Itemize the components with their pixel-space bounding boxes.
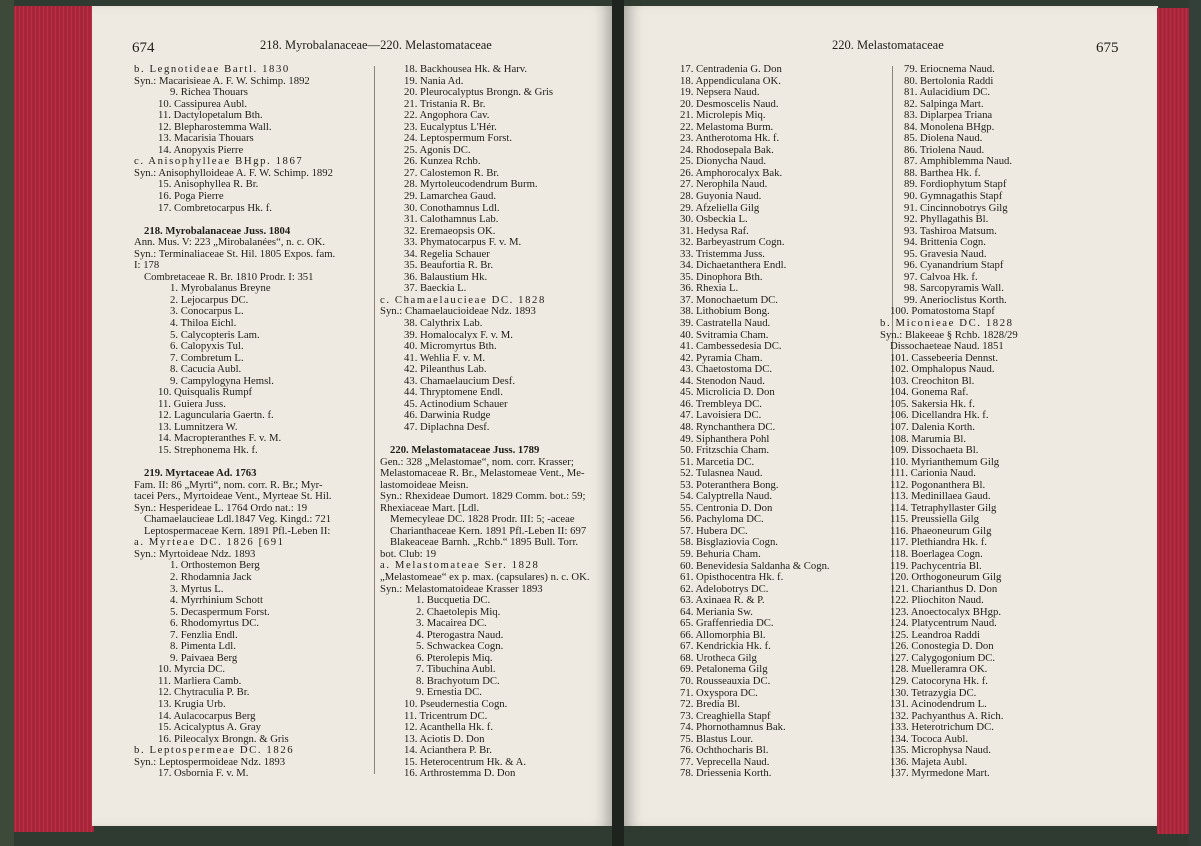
text-line: 113. Medinillaea Gaud. — [890, 490, 991, 503]
text-line: I: 178 — [134, 259, 160, 272]
genus-entry: 72. Bredia Bl. — [680, 698, 740, 711]
text-line: 116. Phaeoneurum Gilg — [890, 524, 992, 537]
text-line: 8. Cacucia Aubl. — [170, 363, 242, 376]
genus-entry: 55. Centronia D. Don — [680, 501, 773, 514]
right-column-2 — [880, 64, 1142, 780]
text-line: 103. Creochiton Bl. — [890, 374, 975, 387]
text-line: 87. Amphiblemma Naud. — [904, 155, 1013, 168]
genus-entry: 67. Kendrickia Hk. f. — [680, 640, 771, 653]
text-line: „Melastomeae“ ex p. max. (capsulares) n. c. OK. — [380, 571, 590, 584]
text-line: 14. Acianthera P. Br. — [404, 744, 492, 757]
text-line: Memecyleae DC. 1828 Prodr. III: 5; -aceae — [390, 513, 575, 526]
genus-entry: 38. Lithobium Bong. — [680, 305, 770, 318]
genus-entry: 30. Osbeckia L. — [680, 213, 748, 226]
text-line: 83. Diplarpea Triana — [904, 109, 993, 122]
text-line: 97. Calvoa Hk. f. — [904, 270, 978, 283]
text-line: 14. Aulacocarpus Berg — [158, 709, 256, 722]
genus-entry: 63. Axinaea R. & P. — [680, 594, 765, 607]
genus-entry: 77. Veprecella Naud. — [680, 755, 770, 768]
genus-entry: 65. Graffenriedia DC. — [680, 617, 774, 630]
text-line: Gen.: 328 „Melastomae“, nom. corr. Krasser; — [380, 455, 574, 468]
text-line: 42. Pileanthus Lab. — [404, 363, 487, 376]
text-line: 9. Ernestia DC. — [416, 686, 482, 699]
genus-entry: 47. Lavoisiera DC. — [680, 409, 762, 422]
spacer — [134, 214, 372, 226]
genus-entry: 52. Tulasnea Naud. — [680, 467, 763, 480]
text-line: 95. Gravesia Naud. — [904, 247, 987, 260]
genus-entry: 58. Bisglaziovia Cogn. — [680, 536, 778, 549]
text-line: 3. Myrtus L. — [170, 582, 224, 595]
text-line: 133. Heterotrichum DC. — [890, 721, 994, 734]
genus-entry: 54. Calyptrella Naud. — [680, 490, 773, 503]
genus-entry: 45. Microlicia D. Don — [680, 386, 775, 399]
text-line: 13. Macarisia Thouars — [158, 132, 254, 145]
genus-entry: 53. Poteranthera Bong. — [680, 478, 779, 491]
text-line: 15. Heterocentrum Hk. & A. — [404, 755, 526, 768]
text-line: 33. Phymatocarpus F. v. M. — [404, 236, 522, 249]
genus-entry: 59. Behuria Cham. — [680, 547, 761, 560]
text-line: 81. Aulacidium DC. — [904, 86, 991, 99]
genus-entry: 46. Trembleya DC. — [680, 397, 762, 410]
text-line: 34. Regelia Schauer — [404, 247, 490, 260]
text-line: 11. Marliera Camb. — [158, 674, 242, 687]
genus-entry: 27. Nerophila Naud. — [680, 178, 768, 191]
genus-entry: 69. Petalonema Gilg — [680, 663, 768, 676]
right-column-1 — [670, 64, 894, 780]
genus-entry: 28. Guyonia Naud. — [680, 190, 762, 203]
text-line: 111. Carionia Naud. — [890, 467, 976, 480]
genus-entry: 51. Marcetia DC. — [680, 455, 755, 468]
page-number: 674 — [132, 40, 155, 56]
text-line: 126. Conostegia D. Don — [890, 640, 994, 653]
text-line: 14. Anopyxis Pierre — [158, 143, 244, 156]
text-line: 12. Blepharostemma Wall. — [158, 120, 272, 133]
text-line: 38. Calythrix Lab. — [404, 317, 483, 330]
genus-entry: 42. Pyramia Cham. — [680, 351, 763, 364]
text-line: 10. Pseudernestia Cogn. — [404, 698, 508, 711]
genus-entry: 21. Microlepis Miq. — [680, 109, 766, 122]
text-line: 3. Macairea DC. — [416, 617, 487, 630]
genus-entry: 71. Oxyspora DC. — [680, 686, 758, 699]
text-line: 8. Brachyotum DC. — [416, 674, 500, 687]
tribe-heading: a. Melastomateae Ser. 1828 — [380, 559, 540, 572]
text-line: 20. Pleurocalyptus Brongn. & Gris — [404, 86, 554, 99]
book-spine-left — [0, 0, 14, 846]
genus-entry: 19. Nepsera Naud. — [680, 86, 760, 99]
genus-entry: 20. Desmoscelis Naud. — [680, 97, 779, 110]
genus-entry: 57. Hubera DC. — [680, 524, 748, 537]
book-gutter — [612, 0, 624, 846]
text-line: 6. Rhodomyrtus DC. — [170, 617, 260, 630]
text-line: 10. Quisqualis Rumpf — [158, 386, 253, 399]
genus-entry: 70. Rousseauxia DC. — [680, 674, 771, 687]
text-line: Syn.: Rhexideae Dumort. 1829 Comm. bot.: 59; — [380, 490, 586, 503]
text-line: 13. Aciotis D. Don — [404, 732, 485, 745]
text-line: 17. Osbornia F. v. M. — [158, 767, 249, 780]
family-heading: 220. Melastomataceae Juss. 1789 — [390, 444, 540, 456]
page-number: 675 — [1096, 40, 1119, 56]
tribe-heading: a. Myrteae DC. 1826 [691 — [134, 536, 285, 549]
text-line: 107. Dalenia Korth. — [890, 420, 975, 433]
genus-entry: 29. Afzeliella Gilg — [680, 201, 760, 214]
text-line: 4. Thiloa Eichl. — [170, 316, 237, 329]
text-line: 104. Gonema Raf. — [890, 386, 969, 399]
text-line: 30. Conothamnus Ldl. — [404, 201, 500, 214]
text-line: 99. Anerioclistus Korth. — [904, 293, 1007, 306]
text-line: 19. Nania Ad. — [404, 74, 464, 87]
text-line: 127. Calygogonium DC. — [890, 651, 996, 664]
text-line: 9. Paivaea Berg — [170, 651, 238, 664]
text-line: 11. Dactylopetalum Bth. — [158, 109, 263, 122]
text-line: 108. Marumia Bl. — [890, 432, 966, 445]
text-line: 10. Myrcia DC. — [158, 663, 226, 676]
genus-entry: 22. Melastoma Burm. — [680, 120, 774, 133]
text-line: 6. Pterolepis Miq. — [416, 651, 493, 664]
text-line: 2. Rhodamnia Jack — [170, 570, 252, 583]
text-line: 110. Myrianthemum Gilg — [890, 455, 1000, 468]
left-page — [92, 6, 612, 826]
text-line: 29. Lamarchea Gaud. — [404, 190, 496, 203]
text-line: 32. Eremaeopsis OK. — [404, 224, 496, 237]
text-line: 86. Triolena Naud. — [904, 143, 985, 156]
page-edges-right — [1157, 8, 1189, 834]
text-line: tacei Pers., Myrtoideae Vent., Myrteae St. Hil. — [134, 490, 332, 503]
text-line: 91. Cincinnobotrys Gilg — [904, 201, 1008, 214]
text-line: 80. Bertolonia Raddi — [904, 74, 994, 87]
text-line: Ann. Mus. V: 223 „Mirobalanées“, n. c. OK. — [134, 236, 326, 249]
text-line: 119. Pachycentria Bl. — [890, 559, 982, 572]
text-line: 43. Chamaelaucium Desf. — [404, 374, 515, 387]
genus-entry: 68. Urotheca Gilg — [680, 651, 757, 664]
genus-entry: 40. Svitramia Cham. — [680, 328, 769, 341]
genus-entry: 26. Amphorocalyx Bak. — [680, 166, 783, 179]
genus-entry: 17. Centradenia G. Don — [680, 63, 782, 75]
text-line: 137. Myrmedone Mart. — [890, 767, 990, 780]
text-line: 31. Calothamnus Lab. — [404, 213, 499, 226]
text-line: 39. Homalocalyx F. v. M. — [404, 328, 513, 341]
genus-entry: 23. Antherotoma Hk. f. — [680, 132, 780, 145]
text-line: 125. Leandroa Raddi — [890, 628, 980, 641]
text-line: 26. Kunzea Rchb. — [404, 155, 481, 168]
family-heading: 219. Myrtaceae Ad. 1763 — [144, 467, 257, 480]
text-line: Dissochaeteae Naud. 1851 — [890, 340, 1004, 353]
text-line: Syn.: Macarisieae A. F. W. Schimp. 1892 — [134, 74, 310, 87]
text-line: 11. Tricentrum DC. — [404, 709, 488, 722]
genus-entry: 49. Siphanthera Pohl — [680, 432, 770, 445]
text-line: 90. Gymnagathis Stapf — [904, 190, 1003, 203]
text-line: 117. Plethiandra Hk. f. — [890, 536, 987, 549]
text-line: Fam. II: 86 „Myrti“, nom. corr. R. Br.; Myr- — [134, 478, 323, 491]
text-line: Combretaceae R. Br. 1810 Prodr. I: 351 — [144, 270, 314, 283]
left-column-1 — [134, 64, 372, 780]
text-line: Blakeaceae Barnh. „Rchb.“ 1895 Bull. Torr. — [390, 536, 579, 549]
page-edges-left — [14, 6, 94, 832]
text-line: 89. Fordiophytum Stapf — [904, 178, 1007, 191]
text-line: 41. Wehlia F. v. M. — [404, 351, 486, 364]
text-line: Melastomaceae R. Br., Melastomeae Vent., Me- — [380, 467, 585, 480]
text-line: 122. Pliochiton Naud. — [890, 594, 984, 607]
text-line: 85. Diolena Naud. — [904, 132, 983, 145]
text-line: Leptospermaceae Kern. 1891 Pfl.-Leben II: — [144, 524, 331, 537]
text-line: 46. Darwinia Rudge — [404, 409, 491, 422]
text-line: 7. Combretum L. — [170, 351, 244, 364]
text-line: 36. Balaustium Hk. — [404, 270, 488, 283]
text-line: 27. Calostemon R. Br. — [404, 166, 500, 179]
text-line: Rhexiaceae Mart. [Ldl. — [380, 501, 480, 514]
right-page — [624, 6, 1158, 826]
tribe-heading: b. Legnotideae Bartl. 1830 — [134, 63, 290, 75]
text-line: 4. Myrrhinium Schott — [170, 594, 263, 607]
genus-entry: 62. Adelobotrys DC. — [680, 582, 769, 595]
text-line: 109. Dissochaeta Bl. — [890, 444, 979, 457]
text-line: 112. Pogonanthera Bl. — [890, 478, 986, 491]
text-line: bot. Club: 19 — [380, 547, 437, 560]
tribe-heading: b. Miconieae DC. 1828 — [880, 317, 1014, 330]
genus-entry: 43. Chaetostoma DC. — [680, 363, 773, 376]
genus-entry: 76. Ochthocharis Bl. — [680, 744, 769, 757]
text-line: 47. Diplachna Desf. — [404, 420, 490, 433]
text-line: 28. Myrtoleucodendrum Burm. — [404, 178, 538, 191]
text-line: 128. Muelleramra OK. — [890, 663, 988, 676]
text-line: Syn.: Melastomatoideae Krasser 1893 — [380, 582, 543, 595]
genus-entry: 18. Appendiculana OK. — [680, 74, 781, 87]
text-line: 1. Myrobalanus Breyne — [170, 282, 271, 295]
text-line: 2. Lejocarpus DC. — [170, 293, 249, 306]
text-line: 106. Dicellandra Hk. f. — [890, 409, 989, 422]
book-spine-right — [1189, 0, 1201, 846]
text-line: 13. Lumnitzera W. — [158, 420, 238, 433]
text-line: 12. Acanthella Hk. f. — [404, 721, 494, 734]
text-line: 9. Campylogyna Hemsl. — [170, 374, 274, 387]
text-line: 1. Bucquetia DC. — [416, 594, 491, 607]
text-line: 115. Preussiella Gilg — [890, 513, 979, 526]
text-line: 114. Tetraphyllaster Gilg — [890, 501, 997, 514]
genus-entry: 24. Rhodosepala Bak. — [680, 143, 774, 156]
text-line: 98. Sarcopyramis Wall. — [904, 282, 1004, 295]
text-line: 124. Platycentrum Naud. — [890, 617, 997, 630]
genus-entry: 36. Rhexia L. — [680, 282, 739, 295]
genus-entry: 73. Creaghiella Stapf — [680, 709, 771, 722]
text-line: Syn.: Chamaelaucioideae Ndz. 1893 — [380, 305, 536, 318]
text-line: Syn.: Hesperideae L. 1764 Ordo nat.: 19 — [134, 501, 308, 514]
genus-entry: 78. Driessenia Korth. — [680, 767, 772, 780]
text-line: 129. Catocoryna Hk. f. — [890, 674, 988, 687]
text-line: 17. Combretocarpus Hk. f. — [158, 201, 272, 214]
genus-entry: 37. Monochaetum DC. — [680, 293, 778, 306]
genus-entry: 32. Barbeyastrum Cogn. — [680, 236, 785, 249]
genus-entry: 35. Dinophora Bth. — [680, 270, 763, 283]
text-line: 82. Salpinga Mart. — [904, 97, 984, 110]
text-line: 1. Orthostemon Berg — [170, 559, 260, 572]
text-line: 22. Angophora Cav. — [404, 109, 490, 122]
text-line: Syn.: Terminaliaceae St. Hil. 1805 Expos. fam. — [134, 247, 336, 260]
text-line: 35. Beaufortia R. Br. — [404, 259, 494, 272]
running-head: 220. Melastomataceae — [832, 38, 944, 52]
column-rule — [374, 66, 375, 774]
text-line: 12. Chytraculia P. Br. — [158, 686, 250, 699]
text-line: 15. Anisophyllea R. Br. — [158, 178, 259, 191]
text-line: 45. Actinodium Schauer — [404, 397, 508, 410]
genus-entry: 41. Cambessedesia DC. — [680, 340, 782, 353]
text-line: 136. Majeta Aubl. — [890, 755, 968, 768]
text-line: 3. Conocarpus L. — [170, 305, 244, 318]
text-line: 16. Pileocalyx Brongn. & Gris — [158, 732, 289, 745]
text-line: Syn.: Anisophylloideae A. F. W. Schimp. 1892 — [134, 166, 333, 179]
genus-entry: 48. Rynchanthera DC. — [680, 420, 776, 433]
text-line: 13. Krugia Urb. — [158, 697, 226, 710]
text-line: 121. Charianthus D. Don — [890, 582, 998, 595]
text-line: Chamaelaucieae Ldl.1847 Veg. Kingd.: 721 — [144, 513, 332, 526]
text-line: 11. Guiera Juss. — [158, 397, 226, 410]
text-line: 134. Tococa Aubl. — [890, 732, 969, 745]
text-line: 94. Brittenia Cogn. — [904, 236, 986, 249]
text-line: 88. Barthea Hk. f. — [904, 166, 981, 179]
genus-entry: 66. Allomorphia Bl. — [680, 628, 766, 641]
genus-entry: 39. Castratella Naud. — [680, 317, 771, 330]
tribe-heading: b. Leptospermeae DC. 1826 — [134, 744, 295, 757]
text-line: 6. Calopyxis Tul. — [170, 340, 244, 353]
text-line: 120. Orthogoneurum Gilg — [890, 571, 1002, 584]
genus-entry: 75. Blastus Lour. — [680, 732, 754, 745]
genus-entry: 31. Hedysa Raf. — [680, 224, 749, 237]
text-line: 135. Microphysa Naud. — [890, 744, 991, 757]
text-line: 18. Backhousea Hk. & Harv. — [404, 63, 528, 75]
tribe-heading: c. Anisophylleae BHgp. 1867 — [134, 155, 304, 168]
left-column-2 — [380, 64, 608, 780]
text-line: 79. Eriocnema Naud. — [904, 63, 995, 75]
genus-entry: 61. Opisthocentra Hk. f. — [680, 571, 784, 584]
genus-entry: 60. Benevidesia Saldanha & Cogn. — [680, 559, 830, 572]
text-line: 131. Acinodendrum L. — [890, 698, 987, 711]
genus-entry: 33. Tristemma Juss. — [680, 247, 765, 260]
text-line: lastomoideae Meisn. — [380, 478, 469, 491]
text-line: 5. Schwackea Cogn. — [416, 640, 504, 653]
text-line: 25. Agonis DC. — [404, 143, 471, 156]
text-line: 4. Pterogastra Naud. — [416, 628, 504, 641]
text-line: 100. Pomatostoma Stapf — [890, 305, 995, 318]
text-line: Charianthaceae Kern. 1891 Pfl.-Leben II: 697 — [390, 524, 587, 537]
text-line: 93. Tashiroa Matsum. — [904, 224, 997, 237]
text-line: 16. Arthrostemma D. Don — [404, 767, 516, 780]
text-line: 5. Calycopteris Lam. — [170, 328, 260, 341]
text-line: 132. Pachyanthus A. Rich. — [890, 709, 1004, 722]
text-line: 12. Laguncularia Gaertn. f. — [158, 409, 274, 422]
text-line: 2. Chaetolepis Miq. — [416, 605, 501, 618]
text-line: 92. Phyllagathis Bl. — [904, 213, 989, 226]
text-line: 105. Sakersia Hk. f. — [890, 397, 975, 410]
text-line: 37. Baeckia L. — [404, 282, 467, 295]
text-line: 23. Eucalyptus L'Hér. — [404, 120, 497, 133]
text-line: 96. Cyanandrium Stapf — [904, 259, 1004, 272]
text-line: Syn.: Myrtoideae Ndz. 1893 — [134, 547, 256, 560]
text-line: 5. Decaspermum Forst. — [170, 605, 270, 618]
genus-entry: 56. Pachyloma DC. — [680, 513, 764, 526]
text-line: 15. Strephonema Hk. f. — [158, 444, 258, 456]
genus-entry: 34. Dichaetanthera Endl. — [680, 259, 787, 272]
text-line: 84. Monolena BHgp. — [904, 120, 995, 133]
tribe-heading: c. Chamaelaucieae DC. 1828 — [380, 293, 546, 306]
text-line: 8. Pimenta Ldl. — [170, 640, 236, 653]
text-line: 15. Acicalyptus A. Gray — [158, 721, 261, 734]
text-line: 10. Cassipurea Aubl. — [158, 97, 248, 110]
text-line: 14. Macropteranthes F. v. M. — [158, 432, 282, 445]
running-head: 218. Myrobalanaceae—220. Melastomataceae — [260, 38, 492, 52]
text-line: 123. Anoectocalyx BHgp. — [890, 605, 1002, 618]
text-line: 40. Micromyrtus Bth. — [404, 340, 497, 353]
text-line: 118. Boerlagea Cogn. — [890, 547, 983, 560]
text-line: 9. Richea Thouars — [170, 86, 248, 99]
text-line: 7. Fenzlia Endl. — [170, 628, 238, 641]
genus-entry: 50. Fritzschia Cham. — [680, 444, 770, 457]
genus-entry: 25. Dionycha Naud. — [680, 155, 767, 168]
text-line: 7. Tibuchina Aubl. — [416, 663, 496, 676]
text-line: 44. Thryptomene Endl. — [404, 386, 503, 399]
text-line: 24. Leptospermum Forst. — [404, 132, 513, 145]
genus-entry: 44. Stenodon Naud. — [680, 374, 765, 387]
genus-entry: 74. Phornothamnus Bak. — [680, 721, 786, 734]
genus-entry: 64. Meriania Sw. — [680, 605, 753, 618]
text-line: Syn.: Blakeeae § Rchb. 1828/29 — [880, 328, 1018, 341]
family-heading: 218. Myrobalanaceae Juss. 1804 — [144, 224, 291, 237]
text-line: 101. Cassebeeria Dennst. — [890, 351, 999, 364]
text-line: 21. Tristania R. Br. — [404, 97, 486, 110]
text-line: 130. Tetrazygia DC. — [890, 686, 977, 699]
text-line: 16. Poga Pierre — [158, 190, 224, 203]
text-line: Syn.: Leptospermoideae Ndz. 1893 — [134, 755, 286, 768]
text-line: 102. Omphalopus Naud. — [890, 363, 995, 376]
